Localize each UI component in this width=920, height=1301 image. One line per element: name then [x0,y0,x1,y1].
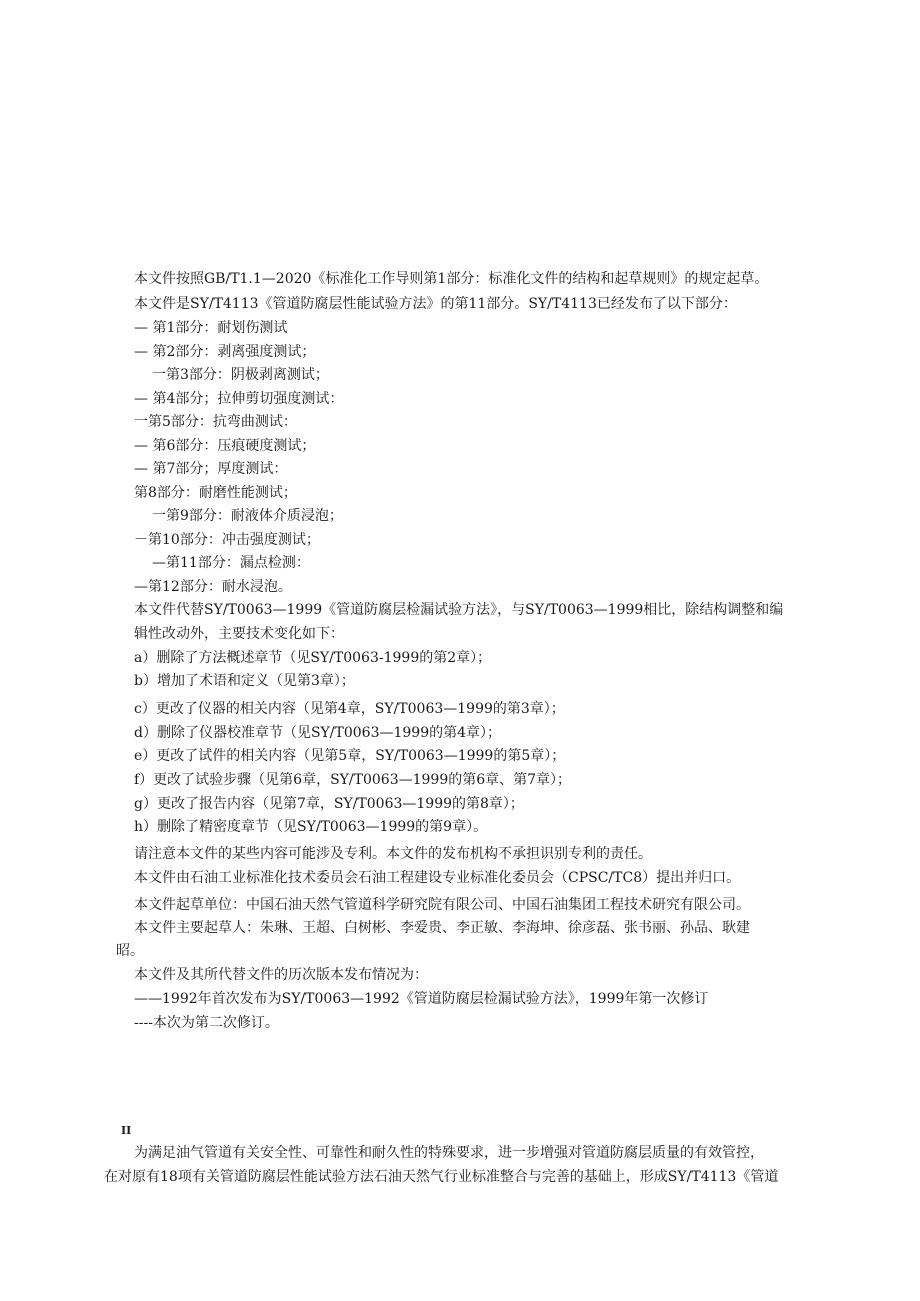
history-item: ----本次为第二次修订。 [134,1015,279,1031]
foreword-line: 本文件主要起草人：朱琳、王超、白树彬、李爱贵、李正敏、李海坤、徐彦磊、张书丽、孙品、耿建 [134,920,750,936]
foreword-line: 辑性改动外，主要技术变化如下： [134,626,344,642]
foreword-line: 本文件起草单位：中国石油天然气管道科学研究院有限公司、中国石油集团工程技术研究有限公司。 [134,897,750,913]
introduction-line: 在对原有18项有关管道防腐层性能试验方法石油天然气行业标准整合与完善的基础上，形成SY/T4113《管道 [104,1169,779,1185]
foreword-line: 昭。 [116,943,144,959]
foreword-line: 本文件由石油工业标准化技术委员会石油工程建设专业标准化委员会（CPSC/TC8）提出并归口。 [134,870,741,886]
change-item: g）更改了报告内容（见第7章，SY/T0063—1999的第8章）； [134,796,524,812]
part-list-item: 一第5部分：抗弯曲测试： [134,414,297,430]
page-number: II [121,1124,132,1137]
part-list-item: — 第4部分；拉伸剪切强度测试： [134,391,344,407]
history-item: ——1992年首次发布为SY/T0063—1992《管道防腐层检漏试验方法》，1999年第一次修订 [134,991,709,1007]
part-list-item: — 第6部分：压痕硬度测试； [134,438,316,454]
change-item: d）删除了仪器校准章节（见SY/T0063—1999的第4章）； [134,725,502,741]
part-list-item: —第11部分：漏点检测： [152,555,310,571]
introduction-line: 为满足油气管道有关安全性、可靠性和耐久性的特殊要求，进一步增强对管道防腐层质量的有效管控， [134,1145,764,1161]
part-list-item: －第10部分：冲击强度测试； [134,532,320,548]
foreword-line: 本文件及其所代替文件的历次版本发布情况为： [134,967,428,983]
foreword-line: 本文件是SY/T4113《管道防腐层性能试验方法》的第11部分。SY/T4113已经发布了以下部分： [134,296,737,312]
foreword-line: 本文件代替SY/T0063—1999《管道防腐层检漏试验方法》，与SY/T0063—1999相比，除结构调整和编 [134,602,784,618]
part-list-item: — 第1部分：耐划伤测试 [134,320,288,336]
foreword-line: 本文件按照GB/T1.1—2020《标准化工作导则第1部分：标准化文件的结构和起草规则》的规定起草。 [134,271,769,287]
change-item: c）更改了仪器的相关内容（见第4章，SY/T0063—1999的第3章）； [134,701,565,717]
part-list-item: — 第7部分；厚度测试： [134,461,288,477]
change-item: b）增加了术语和定义（见第3章）； [134,673,355,689]
change-item: h）删除了精密度章节（见SY/T0063—1999的第9章）。 [134,819,488,835]
foreword-line: 请注意本文件的某些内容可能涉及专利。本文件的发布机构不承担识别专利的责任。 [134,846,652,862]
change-item: f）更改了试验步骤（见第6章，SY/T0063—1999的第6章、第7章）； [134,772,572,788]
part-list-item: —第12部分：耐水浸泡。 [134,579,292,595]
change-item: a）删除了方法概述章节（见SY/T0063-1999的第2章）； [134,650,492,666]
change-item: e）更改了试件的相关内容（见第5章，SY/T0063—1999的第5章）； [134,748,566,764]
part-list-item: 第8部分：耐磨性能测试； [134,485,297,501]
part-list-item: 一第9部分：耐液体介质浸泡； [152,508,343,524]
part-list-item: — 第2部分：剥离强度测试； [134,344,316,360]
part-list-item: 一第3部分：阴极剥离测试； [152,367,329,383]
